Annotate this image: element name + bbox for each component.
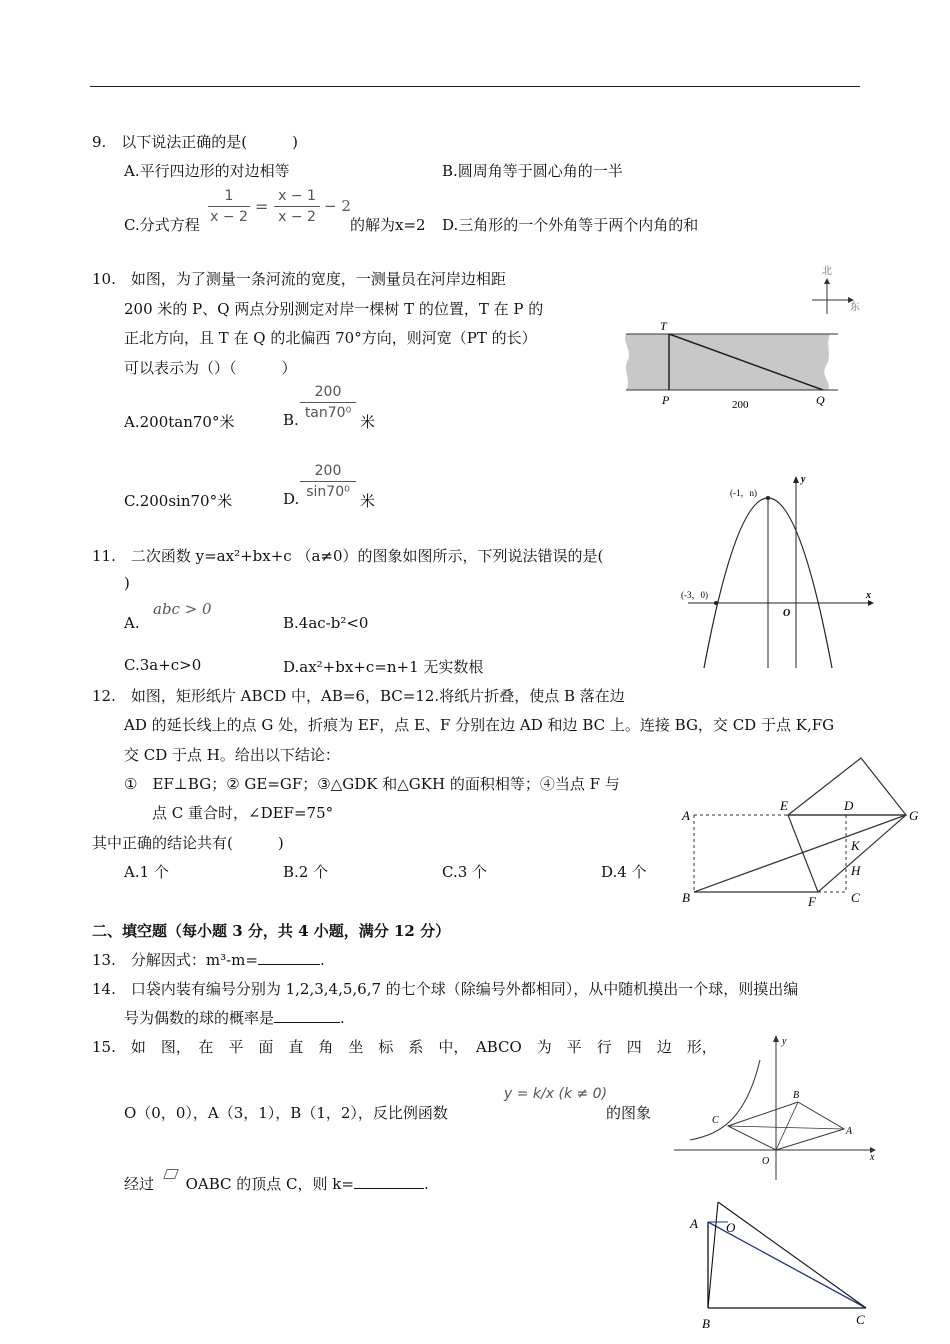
header-rule [90,86,860,87]
q14-line1: 14. 口袋内装有编号分别为 1,2,3,4,5,6,7 的七个球（除编号外都相同），从中随机摸出一个球，则摸出编 [92,980,799,998]
q9-minus-two: − 2 [324,197,351,215]
q15-function: y = k/x (k ≠ 0) [504,1086,608,1102]
q12-line2: AD 的延长线上的点 G 处，折痕为 EF，点 E、F 分别在边 AD 和边 BC 上。连接 BG，交 CD 于点 K,FG [124,716,835,734]
origin-label: O [783,608,791,619]
point-c-label: C [712,1115,719,1126]
edge-fg [818,815,906,892]
point-b-label: B [682,890,690,905]
diagonal-ob [776,1102,798,1150]
q9-option-d: D.三角形的一个外角等于两个内角的和 [442,216,699,234]
q11-option-c: C.3a+c>0 [124,656,202,674]
parallelogram-icon [163,1169,179,1179]
point-a-label: A [846,1126,853,1137]
point-c-label: C [856,1312,865,1327]
q11-option-b: B.4ac-b²<0 [283,614,369,632]
q15-line2-suffix: 的图象 [606,1104,652,1122]
q10-fraction-b: 200 tan70⁰ [300,384,356,421]
q10-option-d-unit: 米 [360,492,376,510]
point-q-label: Q [816,393,825,407]
q9-fraction-2: x − 1 x − 2 [274,188,320,225]
x-axis-label: x [866,590,871,601]
point-a-label: A [682,808,690,823]
q10-river-figure [620,262,860,412]
q9-option-c-suffix: 的解为x=2 [350,216,426,234]
point-t-label: T [660,319,667,333]
q12-option-b: B.2 个 [283,863,329,881]
q10-option-b-unit: 米 [360,413,376,431]
point-p-label: P [662,393,670,407]
q10-option-a: A.200tan70°米 [124,413,235,431]
q13-answer-blank[interactable] [258,964,320,965]
q10-line3: 正北方向，且 T 在 Q 的北偏西 70°方向，则河宽（PT 的长） [124,329,537,347]
q10-option-b-prefix: B. [283,411,299,429]
y-axis-arrow [773,1035,779,1042]
point-c-label: C [851,890,860,905]
q12-option-a: A.1 个 [124,863,169,881]
q12-option-c: C.3 个 [442,863,488,881]
q13-text [92,949,325,970]
point-h-label: H [851,863,861,878]
point-g-label: G [909,808,919,823]
point-o-label: O [726,1220,736,1235]
q9-option-c-prefix: C.分式方程 [124,216,200,234]
q10-line4: 可以表示为（）（ ） [124,359,297,377]
q12-fold-figure [676,750,926,910]
q13-end: . [319,951,325,969]
q15-answer-blank[interactable] [354,1188,424,1189]
q14-prompt: 号为偶数的球的概率是 [124,1009,275,1027]
x-axis-label: x [870,1152,875,1163]
q10-line2: 200 米的 P、Q 两点分别测定对岸一棵树 T 的位置，T 在 P 的 [124,300,544,318]
q13-prompt: 13. 分解因式：m³-m= [92,951,258,969]
q12-line4: ① EF⊥BG；② GE=GF；③△GDK 和△GKH 的面积相等；④当点 F 与 [124,775,620,793]
q15-coordinate-figure [670,1030,880,1190]
q9-equals: = [255,197,269,216]
q15-line1: 15. 如 图， 在 平 面 直 角 坐 标 系 中， ABCO 为 平 行 四 边 形， [92,1038,717,1056]
q9-option-b: B.圆周角等于圆心角的一半 [442,162,623,180]
q15-end: . [423,1175,429,1193]
q15-line2-prefix: O（0，0），A（3，1），B（1，2），反比例函数 [124,1104,448,1122]
origin-label: O [762,1156,770,1167]
q9-option-a: A.平行四边形的对边相等 [124,162,290,180]
q11-line2: ) [124,574,130,592]
q15-line3 [124,1173,429,1194]
compass-arrow-north [824,278,830,284]
q11-line1: 11. 二次函数 y=ax²+bx+c （a≠0）的图象如图所示，下列说法错误的是( [92,547,604,565]
vertex-point [766,496,770,500]
section-title-fill-in: 二、填空题（每小题 3 分，共 4 小题，满分 12 分） [92,922,451,940]
q10-option-c: C.200sin70°米 [124,492,233,510]
root-point [714,601,718,605]
point-b-label: B [702,1316,710,1331]
parallelogram-abco [728,1102,844,1150]
root-label: (-3，0) [681,590,708,600]
q14-end: . [340,1009,345,1027]
q15-line3-prefix: 经过 [124,1175,155,1193]
segment-ob [708,1202,718,1308]
q10-fraction-d: 200 sin70⁰ [300,463,356,500]
y-axis-label: y [801,474,806,485]
point-a-label: A [690,1216,698,1231]
q11-parabola-figure [678,470,878,675]
point-b-label: B [793,1090,800,1101]
point-k-label: K [851,838,860,853]
point-d-label: D [844,798,854,813]
q12-line1: 12. 如图，矩形纸片 ABCD 中，AB=6，BC=12.将纸片折叠，使点 B 落在边 [92,687,625,705]
q11-option-d: D.ax²+bx+c=n+1 无实数根 [283,658,484,676]
y-axis-arrow [793,476,799,483]
q10-option-d-prefix: D. [283,490,300,508]
y-axis-label: y [782,1036,787,1047]
vertex-label: (-1，n) [730,488,757,498]
east-label: 东 [850,302,860,313]
point-e-label: E [780,798,788,813]
q14-answer-blank[interactable] [274,1022,340,1023]
distance-label: 200 [732,399,749,411]
q12-line6: 其中正确的结论共有( ) [92,834,284,852]
q12-option-d: D.4 个 [601,863,647,881]
q11-option-a-prefix: A. [124,614,140,632]
north-label: 北 [822,266,832,277]
point-f-label: F [808,894,816,909]
q11-option-a-expr: abc > 0 [153,600,212,618]
q12-line5: 点 C 重合时，∠DEF=75° [152,804,334,822]
q14-line2 [124,1007,345,1028]
hyperbola-curve [690,1060,760,1140]
segment-oc [718,1202,866,1308]
bottom-triangle-figure [684,1196,884,1344]
q10-line1: 10. 如图，为了测量一条河流的宽度，一测量员在河岸边相距 [92,270,506,288]
q15-line3-text: OABC 的顶点 C，则 k= [185,1175,354,1193]
q9-stem: 9. 以下说法正确的是( ) [92,133,299,151]
segment-bg [694,815,906,892]
q12-line3: 交 CD 于点 H。给出以下结论： [124,746,340,764]
q9-fraction-1: 1 x − 2 [208,188,250,225]
crease-ef [788,815,818,892]
